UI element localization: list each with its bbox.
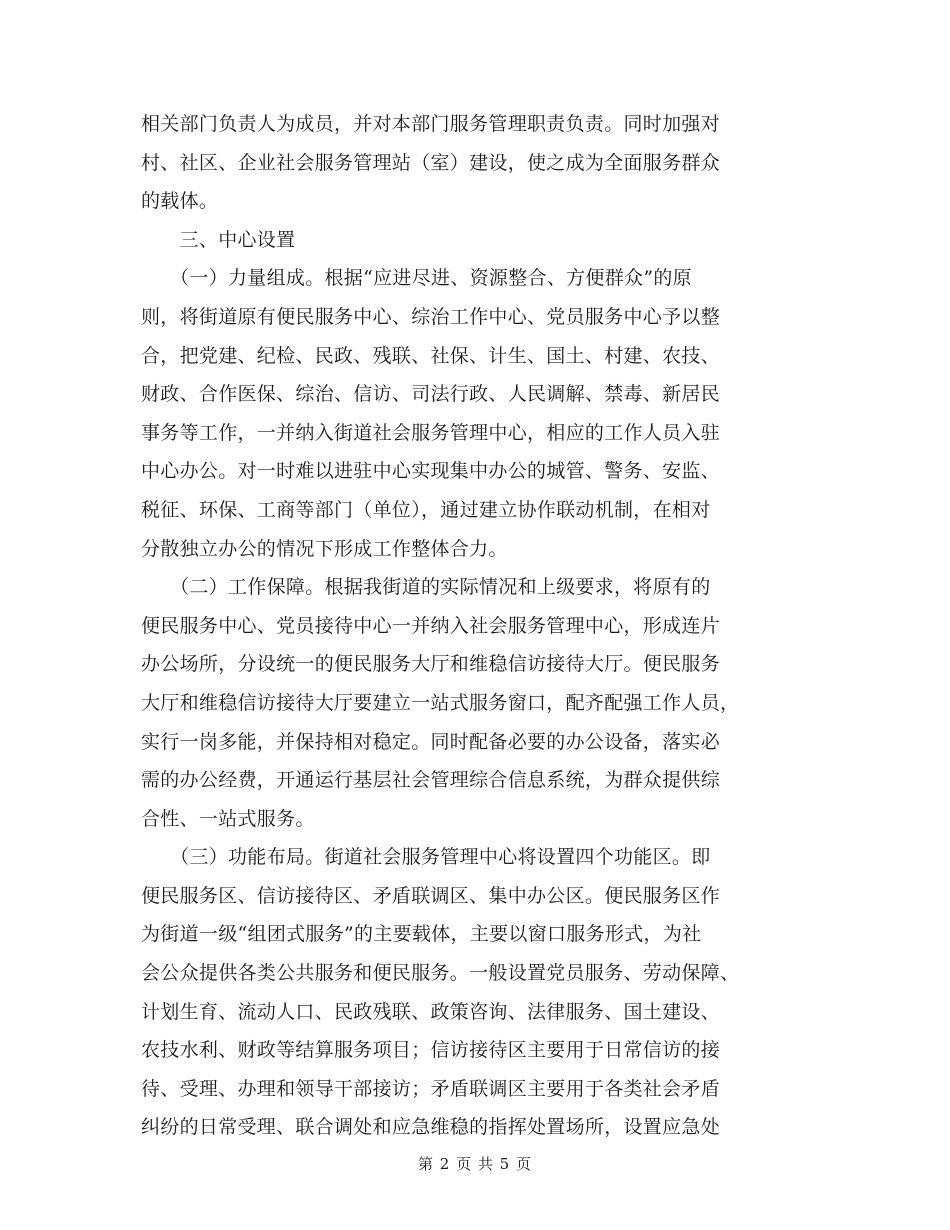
text-line: 合，把党建、纪检、民政、残联、社保、计生、国土、村建、农技、: [141, 344, 721, 367]
text-line: 实行一岗多能，并保持相对稳定。同时配备必要的办公设备，落实必: [141, 730, 721, 753]
text-line: 农技水利、财政等结算服务项目；信访接待区主要用于日常信访的接: [141, 1039, 721, 1062]
text-line: 合性、一站式服务。: [141, 807, 315, 830]
text-line: （二）工作保障。根据我街道的实际情况和上级要求，将原有的: [141, 576, 711, 599]
text-line: 村、社区、企业社会服务管理站（室）建设，使之成为全面服务群众: [141, 151, 721, 174]
text-line: 计划生育、流动人口、民政残联、政策咨询、法律服务、国土建设、: [141, 1000, 721, 1023]
text-line: 待、受理、办理和领导干部接访；矛盾联调区主要用于各类社会矛盾: [141, 1077, 721, 1100]
text-line: 则，将街道原有便民服务中心、综治工作中心、党员服务中心予以整: [141, 305, 721, 328]
text-line: 财政、合作医保、综治、信访、司法行政、人民调解、禁毒、新居民: [141, 383, 721, 406]
text-line: 纠纷的日常受理、联合调处和应急维稳的指挥处置场所，设置应急处: [141, 1116, 721, 1139]
text-line: 相关部门负责人为成员，并对本部门服务管理职责负责。同时加强对: [141, 113, 721, 135]
text-line: （三）功能布局。街道社会服务管理中心将设置四个功能区。即: [141, 846, 711, 869]
document-body: [141, 105, 821, 1147]
text-line: 事务等工作，一并纳入街道社会服务管理中心，相应的工作人员入驻: [141, 421, 721, 444]
text-line: 为街道一级“组团式服务”的主要载体，主要以窗口服务形式，为社: [141, 923, 702, 946]
text-line: 便民服务区、信访接待区、矛盾联调区、集中办公区。便民服务区作: [141, 884, 721, 907]
text-line: 分散独立办公的情况下形成工作整体合力。: [141, 537, 508, 560]
text-line: 办公场所，分设统一的便民服务大厅和维稳信访接待大厅。便民服务: [141, 653, 721, 676]
text-line: 需的办公经费，开通运行基层社会管理综合信息系统，为群众提供综: [141, 769, 721, 792]
section-heading: 三、中心设置: [141, 228, 296, 251]
text-line: 税征、环保、工商等部门（单位），通过建立协作联动机制，在相对: [141, 498, 711, 521]
text-line: 便民服务中心、党员接待中心一并纳入社会服务管理中心，形成连片: [141, 614, 721, 637]
page-number-footer: 第 2 页 共 5 页: [418, 1155, 532, 1173]
text-line: 会公众提供各类公共服务和便民服务。一般设置党员服务、劳动保障、: [141, 962, 740, 985]
text-line: 大厅和维稳信访接待大厅要建立一站式服务窗口，配齐配强工作人员，: [141, 691, 740, 714]
text-line: 的载体。: [141, 190, 219, 213]
text-line: （一）力量组成。根据“应进尽进、资源整合、方便群众”的原: [141, 267, 692, 290]
text-line: 中心办公。对一时难以进驻中心实现集中办公的城管、警务、安监、: [141, 460, 721, 483]
